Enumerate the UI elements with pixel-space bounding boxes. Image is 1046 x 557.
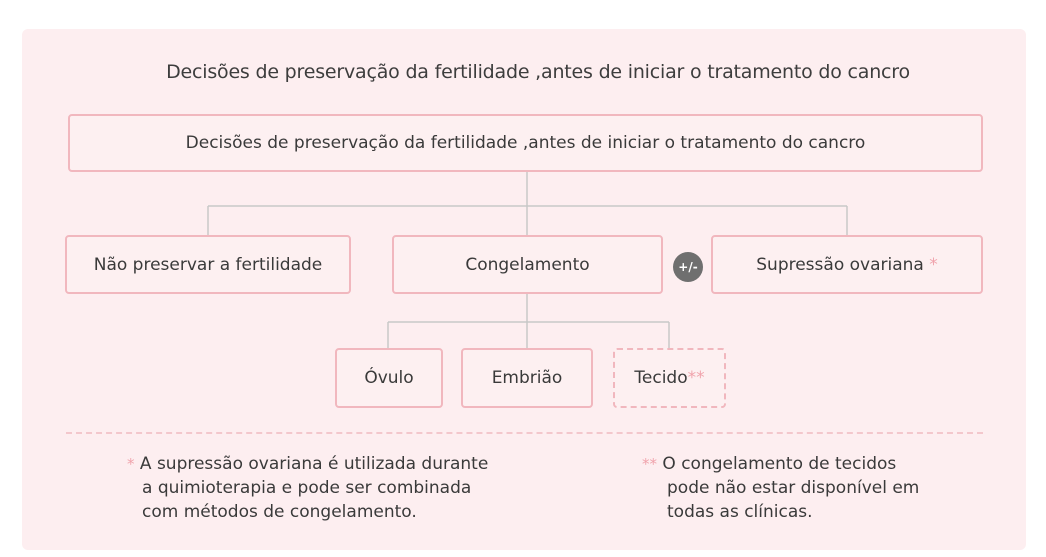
- option-no-preserve: [65, 235, 351, 294]
- footnote-double-asterisk: **: [642, 455, 657, 473]
- freezing-type-tissue-label: Tecido: [634, 368, 688, 388]
- footnote-single-asterisk: *: [127, 455, 135, 473]
- option-freezing: [392, 235, 663, 294]
- freezing-type-tissue: [613, 348, 726, 408]
- combine-badge: +/-: [673, 252, 703, 282]
- footnote-double-line-2: pode não estar disponível em: [667, 478, 920, 498]
- footnote-double-line-3: todas as clínicas.: [667, 502, 813, 522]
- root-decision-label: Decisões de preservação da fertilidade ,antes de iniciar o tratamento do cancro: [185, 133, 866, 153]
- footnote-single-line-1: A supressão ovariana é utilizada durante: [139, 454, 489, 474]
- footnote-tissue: [642, 452, 919, 524]
- option-no-preserve-label: Não preservar a fertilidade: [93, 254, 323, 275]
- diagram-heading: Decisões de preservação da fertilidade ,antes de iniciar o tratamento do cancro: [166, 61, 910, 83]
- ovarian-suppression-asterisk: *: [929, 254, 938, 275]
- freezing-type-embryo-label: Embrião: [491, 368, 563, 388]
- option-ovarian-suppression: [711, 235, 983, 294]
- footnote-double-line-1: O congelamento de tecidos: [662, 454, 897, 474]
- option-freezing-label: Congelamento: [465, 254, 590, 275]
- footnote-single-line-3: com métodos de congelamento.: [142, 502, 417, 522]
- footnote-ovarian-suppression: [127, 452, 488, 524]
- freezing-type-egg: [335, 348, 443, 408]
- freezing-type-embryo: [461, 348, 593, 408]
- root-decision-box: [68, 114, 983, 172]
- footnote-single-line-2: a quimioterapia e pode ser combinada: [142, 478, 472, 498]
- option-ovarian-suppression-label: Supressão ovariana: [756, 254, 924, 275]
- notes-divider: [66, 432, 983, 434]
- freezing-type-egg-label: Óvulo: [364, 368, 414, 388]
- tissue-asterisk: **: [687, 368, 705, 388]
